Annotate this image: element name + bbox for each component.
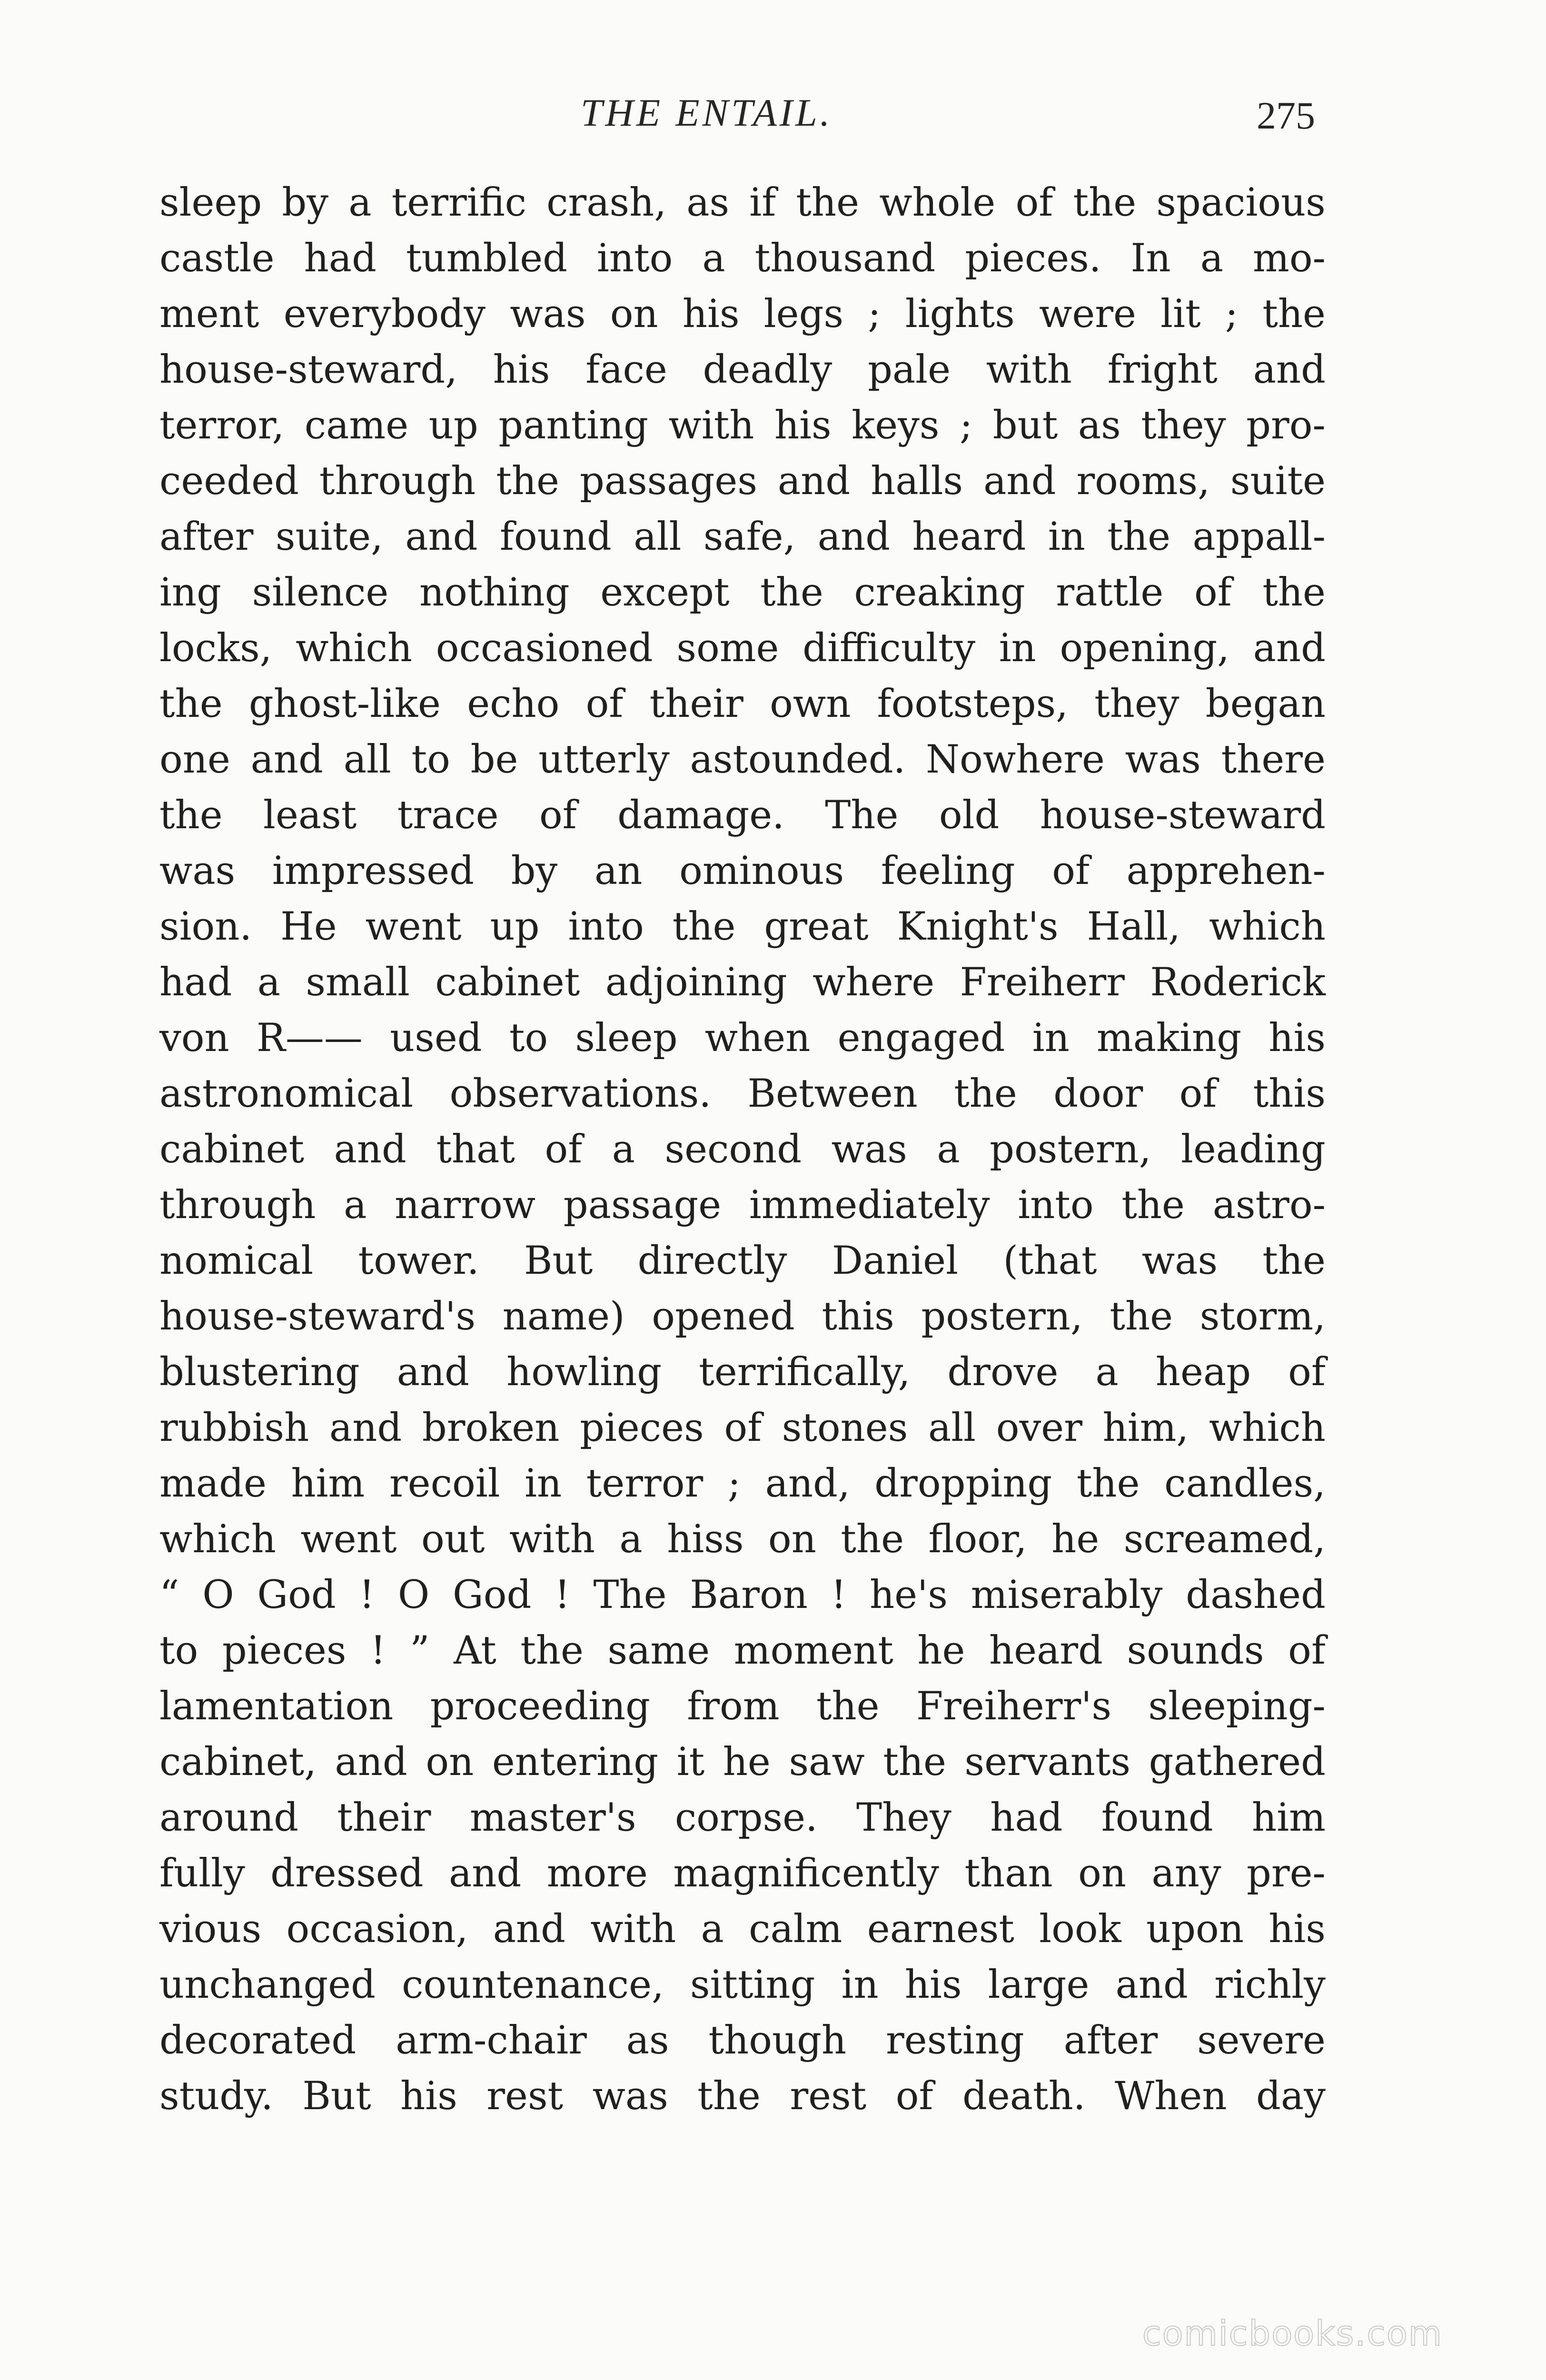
text-line: around their master's corpse. They had found him <box>159 1795 1326 1840</box>
text-line: astronomical observations. Between the door of this <box>159 1071 1326 1116</box>
body-text <box>159 175 1326 2151</box>
text-line: castle had tumbled into a thousand pieces. In a mo- <box>159 236 1326 281</box>
text-line: through a narrow passage immediately into the astro- <box>159 1183 1326 1228</box>
text-line: terror, came up panting with his keys ; but as they pro- <box>159 403 1326 448</box>
text-line: one and all to be utterly astounded. Nowhere was there <box>159 737 1326 782</box>
text-line: decorated arm-chair as though resting after severe <box>159 2018 1326 2063</box>
text-line: after suite, and found all safe, and heard in the appall- <box>159 515 1326 559</box>
text-line: rubbish and broken pieces of stones all over him, which <box>159 1406 1326 1450</box>
text-line: house-steward, his face deadly pale with fright and <box>159 347 1326 392</box>
text-line: cabinet, and on entering it he saw the servants gathered <box>159 1740 1326 1785</box>
text-line: locks, which occasioned some difficulty in opening, and <box>159 626 1326 671</box>
watermark: comicbooks.com <box>1142 2313 1443 2353</box>
text-line: to pieces ! ” At the same moment he heard sounds of <box>159 1628 1326 1673</box>
text-line: fully dressed and more magnificently than on any pre- <box>159 1851 1326 1896</box>
text-line: study. But his rest was the rest of death. When day <box>159 2074 1326 2119</box>
text-line: ment everybody was on his legs ; lights were lit ; the <box>159 292 1326 337</box>
text-line: had a small cabinet adjoining where Freiherr Roderick <box>159 960 1326 1005</box>
text-line: the ghost-like echo of their own footsteps, they began <box>159 682 1326 726</box>
text-line: sleep by a terrific crash, as if the whole of the spacious <box>159 180 1326 225</box>
text-line: unchanged countenance, sitting in his large and richly <box>159 1963 1326 2007</box>
running-title: THE ENTAIL. <box>581 91 833 134</box>
text-line: was impressed by an ominous feeling of apprehen- <box>159 849 1326 893</box>
text-line: blustering and howling terrifically, drove a heap of <box>159 1350 1326 1395</box>
text-line: cabinet and that of a second was a postern, leading <box>159 1127 1326 1172</box>
text-line: which went out with a hiss on the floor, he screamed, <box>159 1517 1326 1562</box>
text-line: “ O God ! O God ! The Baron ! he's miserably dashed <box>159 1573 1326 1617</box>
page-number: 275 <box>1257 94 1315 137</box>
text-line: sion. He went up into the great Knight's Hall, which <box>159 904 1326 949</box>
text-line: lamentation proceeding from the Freiherr's sleeping- <box>159 1684 1326 1729</box>
text-line: house-steward's name) opened this postern, the storm, <box>159 1294 1326 1339</box>
text-line: nomical tower. But directly Daniel (that was the <box>159 1239 1326 1283</box>
running-head <box>0 90 1546 138</box>
text-line: vious occasion, and with a calm earnest look upon his <box>159 1907 1326 1952</box>
text-line: ing silence nothing except the creaking rattle of the <box>159 570 1326 615</box>
text-line: the least trace of damage. The old house-steward <box>159 793 1326 838</box>
text-line: von R—— used to sleep when engaged in making his <box>159 1016 1326 1061</box>
text-line: made him recoil in terror ; and, dropping the candles, <box>159 1461 1326 1506</box>
text-line: ceeded through the passages and halls and rooms, suite <box>159 459 1326 504</box>
